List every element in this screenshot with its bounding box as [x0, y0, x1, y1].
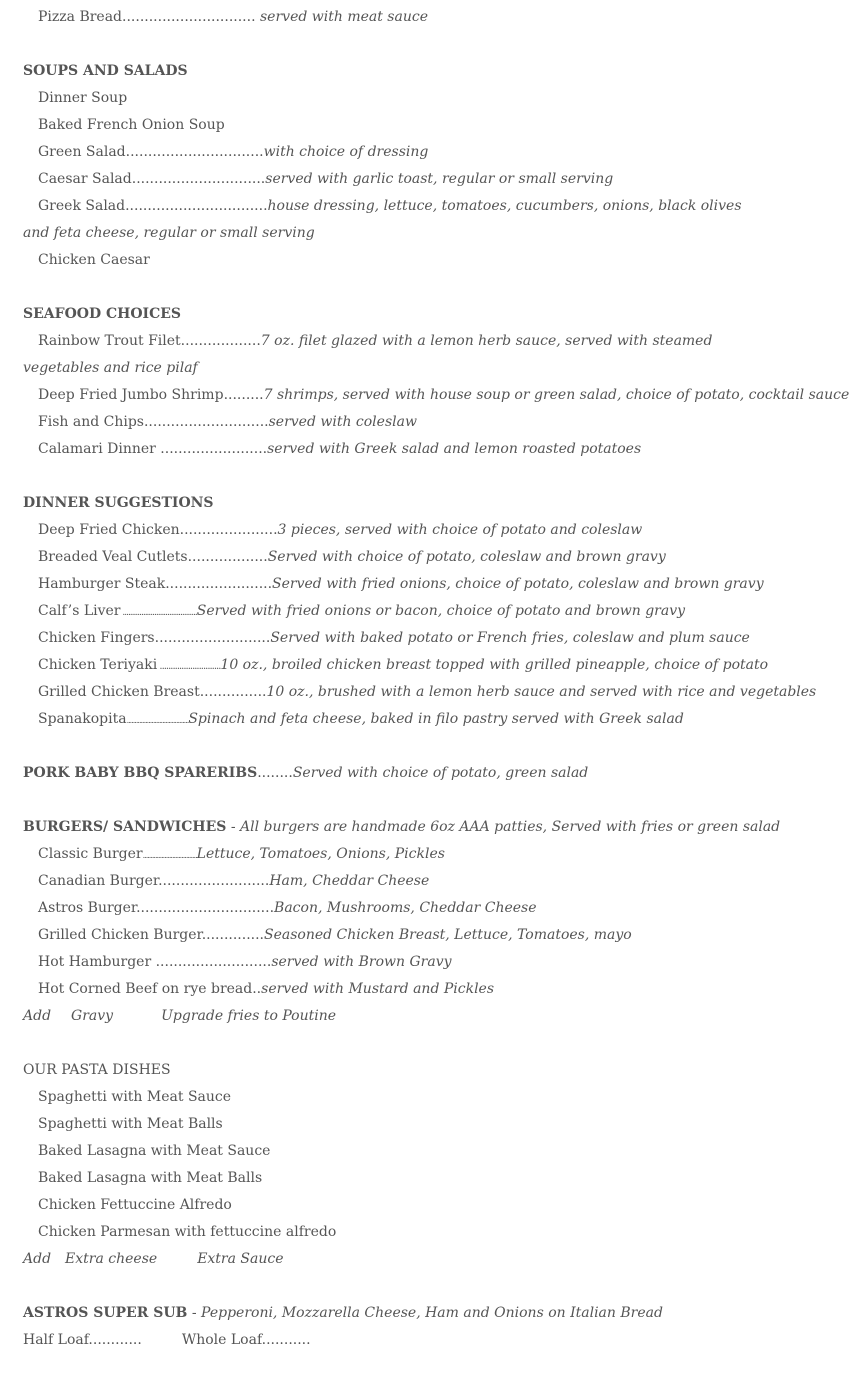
menu-item: Fish and Chips............................served with coleslaw: [38, 414, 417, 430]
menu-item-pizza-bread: [23, 4, 768, 31]
item-name: Pizza Bread: [38, 9, 123, 25]
menu-item: Spaghetti with Meat Balls: [38, 1116, 223, 1132]
menu-item-super-sub: ASTROS SUPER SUB - Pepperoni, Mozzarella Cheese, Ham and Onions on Italian Bread: [23, 1305, 663, 1321]
menu-item: Caesar Salad..............................served with garlic toast, regular or small serving: [38, 171, 614, 187]
menu-item: Calamari Dinner ........................served with Greek salad and lemon roasted potatoes: [38, 441, 642, 457]
menu-item: Chicken Teriyaki ............................10 oz., broiled chicken breast topped with grilled pineapple, choice of potato: [38, 657, 769, 673]
menu-item: Grilled Chicken Burger..............Seasoned Chicken Breast, Lettuce, Tomatoes, mayo: [38, 927, 632, 943]
menu-item: Greek Salad................................house dressing, lettuce, tomatoes, cucumbers, onions, black olives and feta cheese, regular or small serving: [23, 198, 742, 241]
section-heading-dinner: DINNER SUGGESTIONS: [23, 495, 214, 511]
menu-item: Deep Fried Chicken......................3 pieces, served with choice of potato and coleslaw: [38, 522, 643, 538]
menu-item: Chicken Caesar: [38, 252, 150, 268]
burger-addons: Add Gravy Upgrade fries to Poutine: [23, 1008, 337, 1024]
menu-item-pork-ribs: PORK BABY BBQ SPARERIBS........Served with choice of potato, green salad: [23, 765, 589, 781]
menu-item: Hot Hamburger ..........................served with Brown Gravy: [38, 954, 452, 970]
pasta-addons: Add Extra cheese Extra Sauce: [23, 1251, 284, 1267]
menu-item: Baked Lasagna with Meat Sauce: [38, 1143, 271, 1159]
menu-item: Hot Corned Beef on rye bread..served with Mustard and Pickles: [38, 981, 495, 997]
menu-item: Chicken Parmesan with fettuccine alfredo: [38, 1224, 337, 1240]
menu-item: Dinner Soup: [38, 90, 128, 106]
item-dots: ..............................: [122, 9, 256, 25]
menu-item: Rainbow Trout Filet..................7 oz. filet glazed with a lemon herb sauce, served with steamed vegetables and rice pilaf: [23, 333, 713, 376]
menu-item: Chicken Fettuccine Alfredo: [38, 1197, 232, 1213]
menu-item: Breaded Veal Cutlets..................Served with choice of potato, coleslaw and brown gravy: [38, 549, 666, 565]
section-heading-pasta: OUR PASTA DISHES: [23, 1062, 171, 1078]
menu-item: Grilled Chicken Breast...............10 oz., brushed with a lemon herb sauce and served with rice and vegetables: [38, 684, 817, 700]
menu-item: Spanakopita........................................Spinach and feta cheese, baked in filo pastry served with Greek salad: [38, 711, 684, 727]
menu-item: Spaghetti with Meat Sauce: [38, 1089, 232, 1105]
menu-item: Baked Lasagna with Meat Balls: [38, 1170, 263, 1186]
section-heading-burgers: BURGERS/ SANDWICHES - All burgers are handmade 6oz AAA patties, Served with fries or green salad: [23, 819, 781, 835]
menu-item: Deep Fried Jumbo Shrimp.........7 shrimps, served with house soup or green salad, choice of potato, cocktail sauce: [38, 387, 849, 403]
menu-item: Astros Burger...............................Bacon, Mushrooms, Cheddar Cheese: [38, 900, 537, 916]
menu-item: Baked French Onion Soup: [38, 117, 225, 133]
menu-item: Classic Burger...................................Lettuce, Tomatoes, Onions, Pickles: [38, 846, 445, 862]
menu-item: Green Salad...............................with choice of dressing: [38, 144, 429, 160]
section-heading-soups: SOUPS AND SALADS: [23, 63, 188, 79]
sub-sizes: Half Loaf............ Whole Loaf...........: [23, 1332, 311, 1348]
menu-item: Canadian Burger.........................Ham, Cheddar Cheese: [38, 873, 430, 889]
menu-item: Hamburger Steak........................Served with fried onions, choice of potato, coleslaw and brown gravy: [38, 576, 764, 592]
menu-item: Calf’s Liver ........................................Served with fried onions or bacon, choice of potato and brown gravy: [38, 603, 686, 619]
menu-page: [0, 4, 849, 1354]
section-heading-seafood: SEAFOOD CHOICES: [23, 306, 182, 322]
item-desc: served with meat sauce: [260, 9, 428, 25]
menu-item: Chicken Fingers..........................Served with baked potato or French fries, coleslaw and plum sauce: [38, 630, 750, 646]
